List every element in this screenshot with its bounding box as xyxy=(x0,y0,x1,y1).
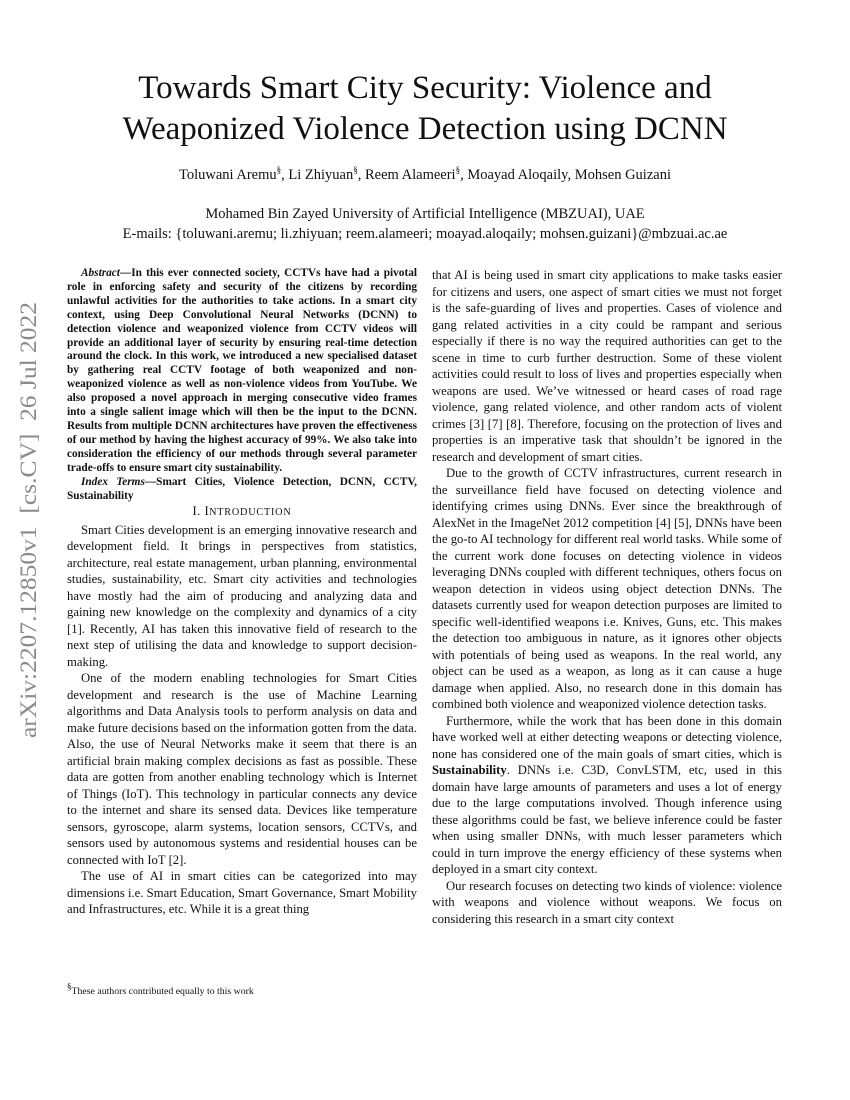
emphasis-sustainability: Sustainability xyxy=(432,763,507,777)
index-terms xyxy=(67,476,417,504)
body-text: Furthermore, while the work that has been done in this domain have worked well at either detecting weapons or detecting violence, none has considered one of the main goals of smart cities, which is xyxy=(432,713,782,761)
intro-paragraph: One of the modern enabling technologies for Smart Cities development and research is the use of Machine Learning algorithms and Data Analysis tools to perform analysis on data and make future decisions based on the information gotten from the data. Also, the use of Neural Networks make it seem that there is an artificial brain making complex decisions as fast as possible. These data are gotten from another enabling technology which is Internet of Things (IoT). This technology in particular connects any device to the internet and share its sensed data. Devices like temperature sensors, gyroscope, alarm systems, location sensors, CCTVs, and sensors used by autonomous systems and residential houses can be connected with IoT [2]. xyxy=(67,671,417,867)
author-mark: § xyxy=(455,165,461,176)
section-title-rest: NTRODUCTION xyxy=(209,507,292,519)
footnote-text: These authors contributed equally to this work xyxy=(71,986,254,997)
section-number: I. xyxy=(192,504,201,519)
body-paragraph: Our research focuses on detecting two kinds of violence: violence with weapons and violence without weapons. We focus on considering this research in a smart city context xyxy=(432,878,782,926)
author-list: Toluwani Aremu§, Li Zhiyuan§, Reem Alameeri§, Moayad Aloqaily, Mohsen Guizani xyxy=(179,165,671,183)
abstract xyxy=(67,267,417,476)
right-column xyxy=(432,267,782,927)
author: Li Zhiyuan xyxy=(288,167,354,183)
section-first-letter: I xyxy=(204,504,210,519)
affiliation: Mohamed Bin Zayed University of Artificial Intelligence (MBZUAI), UAE xyxy=(205,206,645,222)
body-paragraph: that AI is being used in smart city applications to make tasks easier for citizens and users, one aspect of smart cities we must not forget is the safe-guarding of lives and properties. Cases of violence and gang related activities in a city could be rampant and serious especially if there is no way the required authorities can get to the scene in time to curb further destruction. Some of these violent activities could result to loss of lives and properties especially when weapons are used. We’ve witnessed or heard cases of road rage violence, gang related violence, and other random acts of violent crimes [3] [7] [8]. Therefore, focusing on the protection of lives and properties is an imperative task that shouldn’t be ignored in the research and development of smart cities. xyxy=(432,268,782,464)
intro-paragraph: Smart Cities development is an emerging innovative research and development field. It brings in perspectives from statistics, architecture, real estate management, urban planning, environmental studies, sustainability, etc. Smart city activities and technologies have mostly had the aim of producing and analyzing data and gaining new knowledge on the complexity and dynamics of a city [1]. Recently, AI has taken this innovative field of research to the next step of utilising the data and knowledge to support decision-making. xyxy=(67,522,417,669)
footnote xyxy=(67,981,417,997)
body-text: . DNNs i.e. C3D, ConvLSTM, etc, used in this domain have large amounts of parameters and uses a lot of energy due to the large computations involved. Though inference using these algorithms could be fast, we believe inference could be faster when using smaller DNNs, with much lesser parameters which could in turn improve the energy efficiency of these systems when deployed in a smart city context. xyxy=(432,763,782,876)
abstract-label: Abstract xyxy=(81,267,120,279)
body-paragraph: Due to the growth of CCTV infrastructures, current research in the surveillance field have focused on detecting violence and identifying crimes using DNNs. Ever since the breakthrough of AlexNet in the ImageNet 2012 competition [4] [5], DNNs have been the go-to AI technology for different real world tasks. While some of the current work done focuses on detecting violence in videos leveraging DNNs coupled with different techniques, others focus on weapon detection in videos using object detection DNNs. The datasets currently used for weapon detection purposes are limited to specific well-identified weapons i.e. Knives, Guns, etc. This makes the detection too ambiguous in nature, as it ignores other objects with potentials of being used as weapons. In the real world, any object can be used as a weapon, as long as it can cause a huge damage when applied. Also, no research done in this domain has combined both violence and weaponized violence detection tasks. xyxy=(432,466,782,711)
email-line: E-mails: {toluwani.aremu; li.zhiyuan; reem.alameeri; moayad.aloqaily; mohsen.guizani}@mbzuai.ac.ae xyxy=(122,226,728,242)
section-heading-introduction xyxy=(67,503,417,522)
author-mark: § xyxy=(276,165,282,176)
index-terms-text: —Smart Cities, Violence Detection, DCNN, CCTV, Sustainability xyxy=(67,475,417,502)
index-terms-label: Index Terms xyxy=(81,475,145,488)
left-column xyxy=(67,267,417,918)
arxiv-stamp-text: arXiv:2207.12850v1 [cs.CV] 26 Jul 2022 xyxy=(16,344,41,738)
affiliation-block xyxy=(60,204,790,244)
author: Reem Alameeri xyxy=(365,167,456,183)
author: Toluwani Aremu xyxy=(179,167,277,183)
author: Moayad Aloqaily xyxy=(467,167,568,183)
arxiv-stamp xyxy=(6,300,48,740)
abstract-text: —In this ever connected society, CCTVs have had a pivotal role in enforcing safety and security of the citizens by recording unlawful activities for the authorities to take actions. In a smart city context, using Deep Convolutional Neural Networks (DCNN) to detection violence and weaponized violence from CCTV videos will provide an additional layer of security by ensuring real-time detection around the clock. In this work, we introduced a new specialised dataset by gathering real CCTV footage of both weaponized and non-weaponized violence as well as non-violence videos from YouTube. We also proposed a novel approach in merging consecutive video frames into a single salient image which will then be the input to the DCNN. Results from multiple DCNN architectures have proven the effectiveness of our method by having the highest accuracy of 99%. We also take into consideration the efficiency of our methods through several parameter trade-offs to ensure smart city sustainability. xyxy=(67,267,417,474)
footnote-mark: § xyxy=(67,981,72,992)
intro-paragraph: The use of AI in smart cities can be categorized into may dimensions i.e. Smart Education, Smart Governance, Smart Mobility and Infrastructures, etc. While it is a great thing xyxy=(67,869,417,917)
paper-title: Towards Smart City Security: Violence and Weaponized Violence Detection using DCNN xyxy=(122,70,728,147)
author-mark: § xyxy=(353,165,358,176)
author: Mohsen Guizani xyxy=(574,167,671,183)
body-paragraph xyxy=(432,713,782,878)
